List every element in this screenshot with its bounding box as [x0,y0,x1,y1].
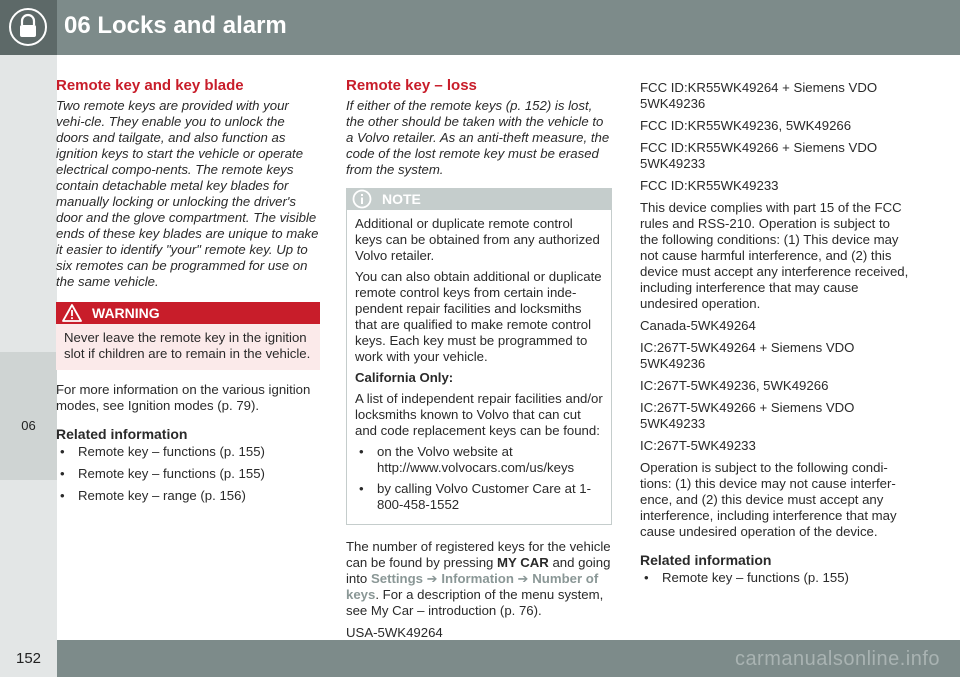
section-title-key-loss: Remote key – loss [346,77,477,94]
arrow-right-icon: ➔ [513,571,533,586]
chapter-tab-label: 06 [21,418,36,433]
canada-line: Canada-5WK49264 [640,318,756,333]
note-paragraph: A list of independent repair facilities and/or locksmiths known to Volvo that can cut and code replacement keys can be found: [355,391,603,438]
fcc-line: FCC ID:KR55WK49266 + Siemens VDO 5WK49233 [640,140,878,171]
related-link[interactable]: • Remote key – range (p. 156) [60,488,246,503]
chapter-tab[interactable] [0,352,57,480]
related-list [56,444,320,504]
ic-line: IC:267T-5WK49233 [640,438,756,453]
warning-icon [62,304,82,322]
chapter-sidebar [0,55,57,640]
menu-information: Information [441,571,514,586]
warning-body: Never leave the remote key in the ignition slot if children are to remain in the vehicle. [56,324,320,370]
more-info-text: For more information on the various ignition modes, see Ignition modes (p. 79). [56,382,311,413]
related-link[interactable]: • Remote key – functions (p. 155) [60,444,265,459]
note-box [346,188,612,525]
my-car-button-label: MY CAR [497,555,549,570]
fcc-line: FCC ID:KR55WK49236, 5WK49266 [640,118,852,133]
warning-box [56,302,320,370]
info-icon [352,189,372,209]
arrow-right-icon: ➔ [422,571,442,586]
related-list [640,570,910,586]
list-item: • on the Volvo website at http://www.volvocars.com/us/keys [359,444,575,475]
menu-settings: Settings [370,571,423,586]
related-link[interactable]: • Remote key – functions (p. 155) [644,570,849,585]
note-paragraph: Additional or duplicate remote control keys can be obtained from any authorized Volvo retailer. [355,216,600,263]
intro-text: Two remote keys are provided with your vehi-cle. They enable you to unlock the doors and tailgate, and also function as ignition keys to start the vehicle or operate electrical compo-nents. The remote keys contain detachable metal key blades for manually locking or unlocking the driver's door and the glove compartment. The visible ends of these key blades are unique to make it easier to identify "your" remote key. Up to six remotes can be programmed for use on the same vehicle. [56,98,319,289]
column-3 [640,80,910,592]
operation-text: Operation is subject to the following condi-tions: (1) this device may not cause interfer-ence, and (2) this device must accept any interference, including interference that may cause undesired operation of the device. [640,460,897,539]
loss-intro-text: If either of the remote keys (p. 152) is lost, the other should be taken with the vehicle to a Volvo retailer. As an anti-theft measure, the code of the lost remote key must be erased from the system. [346,98,610,177]
usa-code: USA-5WK49264 [346,625,443,640]
column-1 [56,78,320,510]
note-california: California Only: [355,370,454,385]
menu-number-of-keys: Number of keys [346,571,599,602]
warning-label: WARNING [92,305,160,321]
related-info-title: Related information [56,426,188,442]
note-paragraph: You can also obtain additional or duplicate remote control keys from certain inde-pendent repair facilities and locksmiths that are qualified to make remote control keys. Each key must be programmed to work with your vehicle. [355,269,602,364]
page-number: 152 [15,650,42,667]
note-list [355,444,603,513]
column-2 [346,78,612,647]
note-body [346,210,612,525]
fcc-compliance-text: This device complies with part 15 of the FCC rules and RSS-210. Operation is subject to the following conditions: (1) This device may not cause harmful interference, and (2) this device must accept any interference received, including interference that may cause undesired operation. [640,200,909,311]
related-info-title: Related information [640,552,772,568]
watermark: carmanualsonline.info [734,648,940,670]
page-title: 06 Locks and alarm [64,12,287,39]
ic-line: IC:267T-5WK49266 + Siemens VDO 5WK49233 [640,400,855,431]
header-icon-box [0,0,57,55]
lock-icon [8,7,48,47]
list-item: • by calling Volvo Customer Care at 1-800-458-1552 [359,481,592,512]
fcc-line: FCC ID:KR55WK49264 + Siemens VDO 5WK49236 [640,80,878,111]
section-title-remote-key: Remote key and key blade [56,77,244,94]
registered-keys-text: The number of registered keys for the vehicle can be found by pressing MY CAR and going into Settings ➔ Information ➔ Number of keys. For a description of the menu system, see My Car – introduction (p. 76). [346,539,611,618]
warning-header [56,302,320,324]
ic-line: IC:267T-5WK49236, 5WK49266 [640,378,829,393]
note-label: NOTE [382,191,421,207]
ic-line: IC:267T-5WK49264 + Siemens VDO 5WK49236 [640,340,855,371]
note-header [346,188,612,210]
fcc-line: FCC ID:KR55WK49233 [640,178,779,193]
related-link[interactable]: • Remote key – functions (p. 155) [60,466,265,481]
